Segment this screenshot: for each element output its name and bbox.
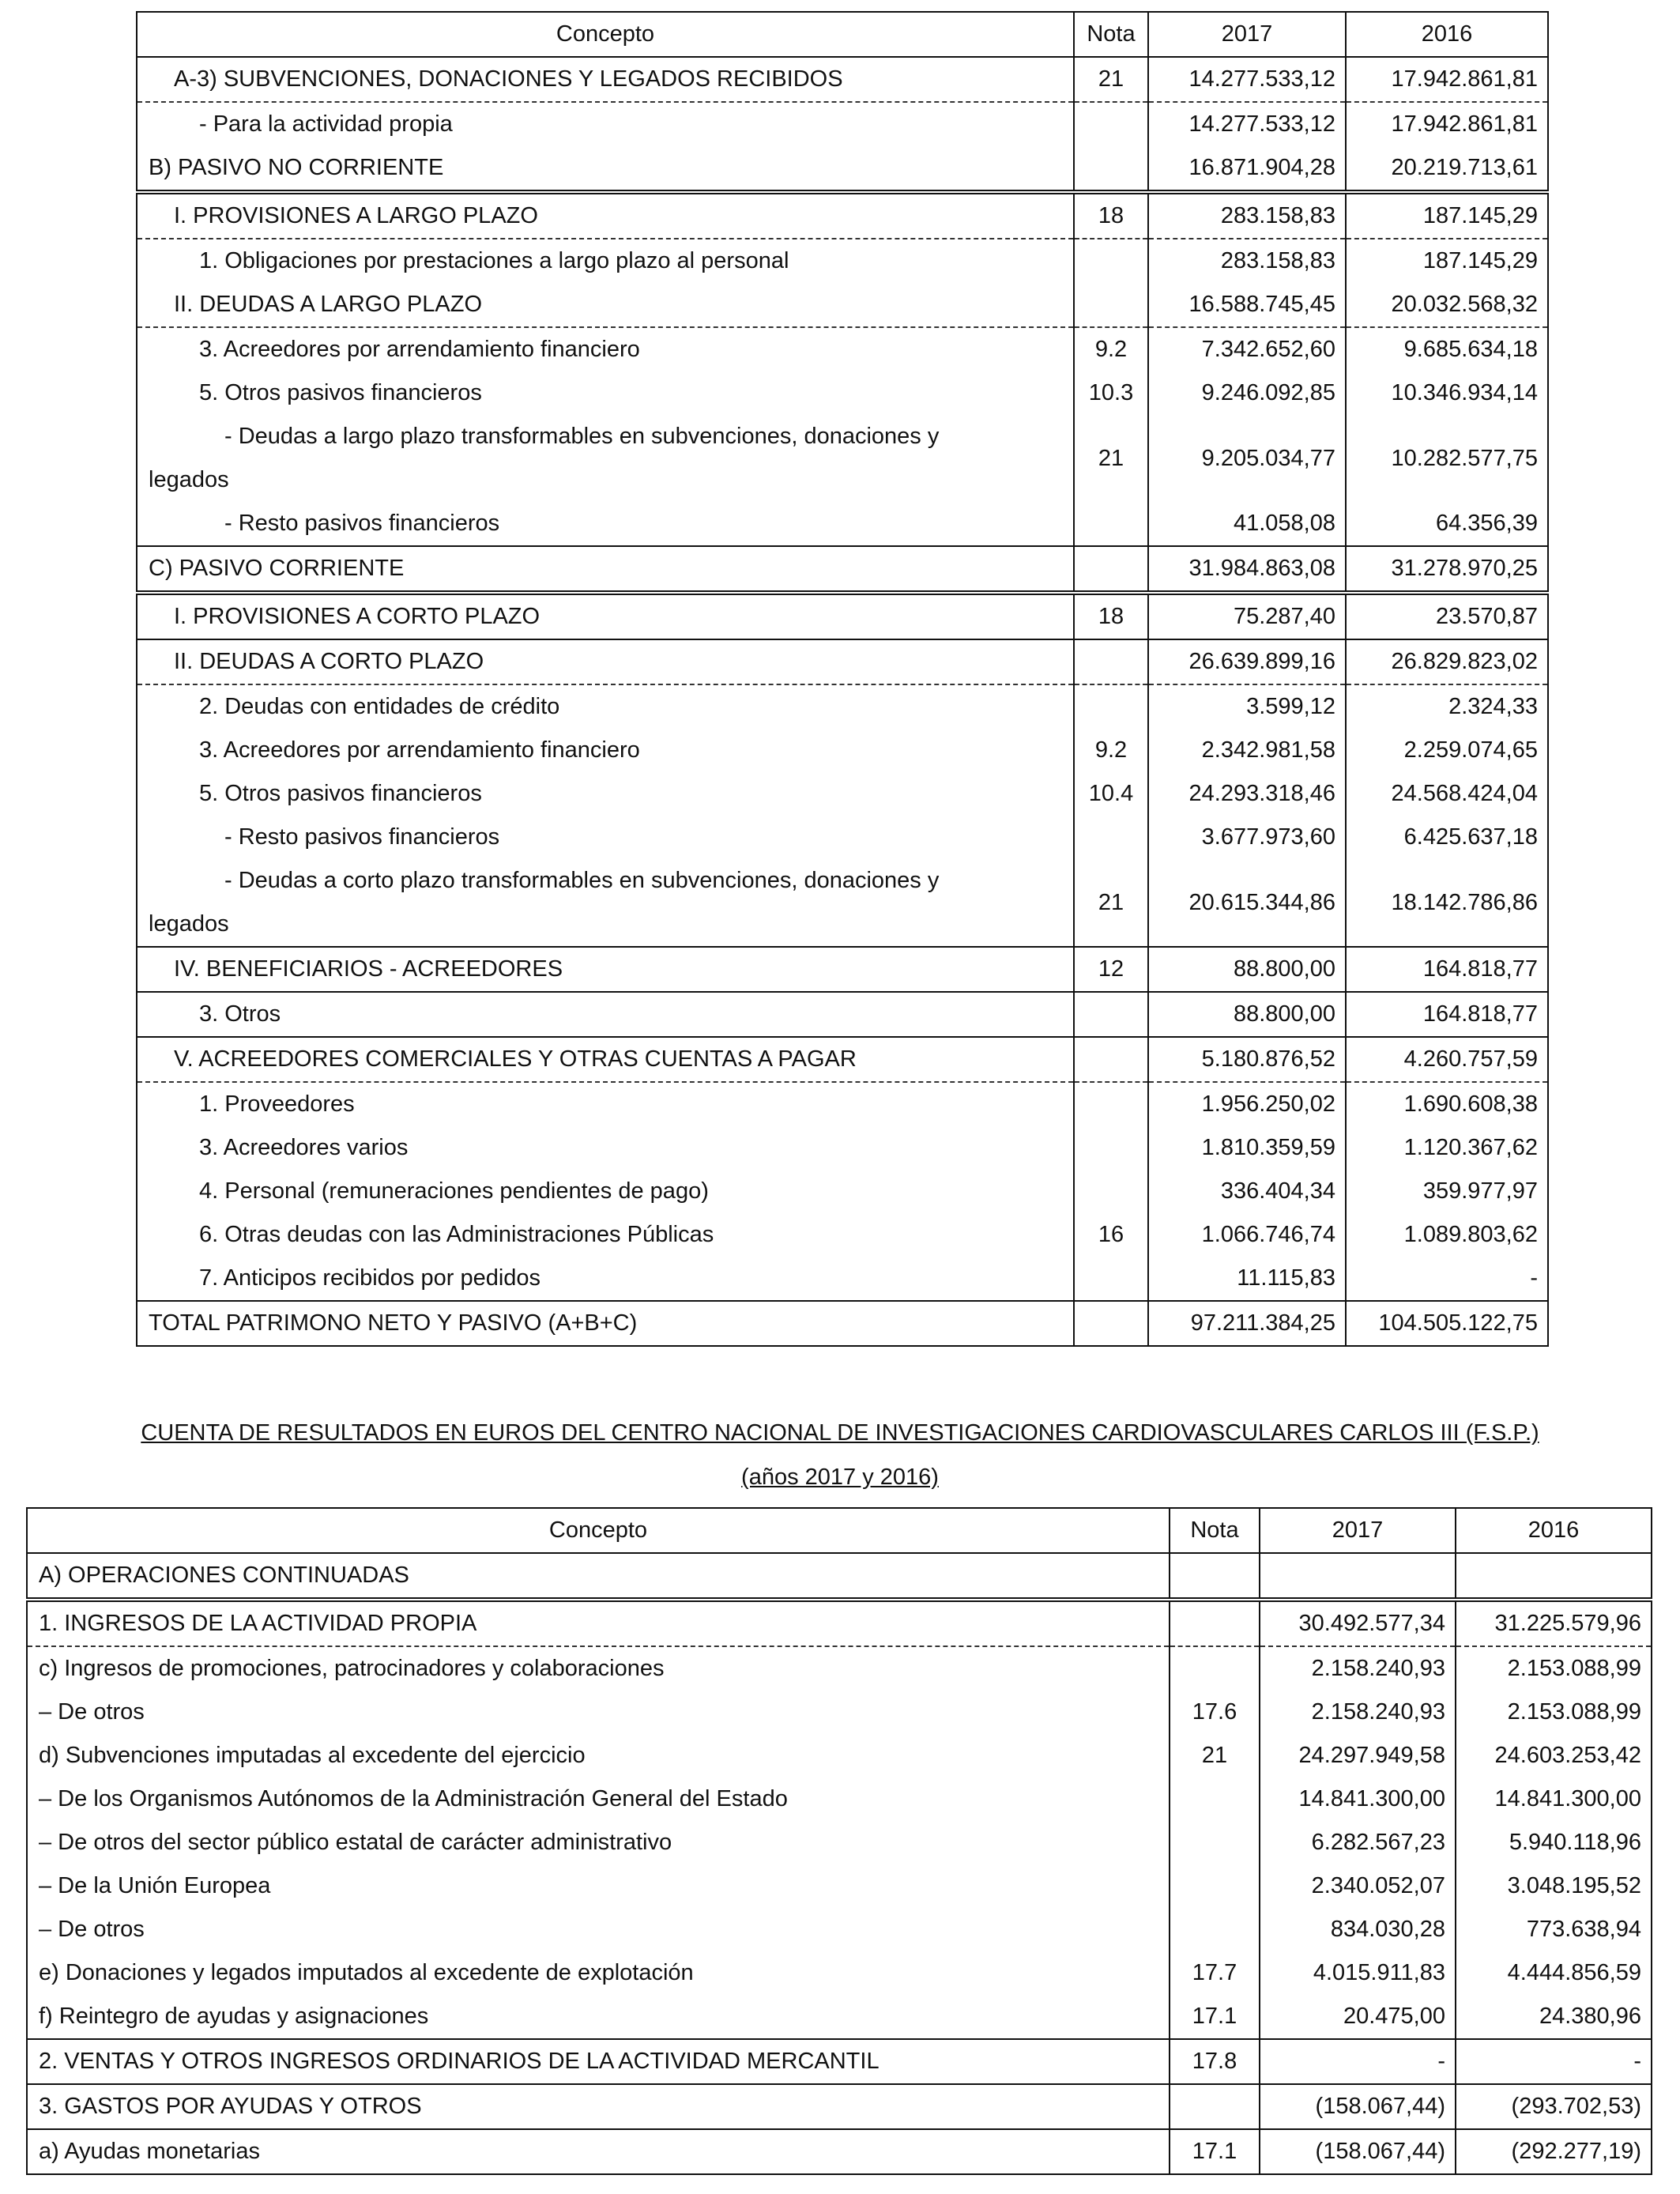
row-concept — [137, 415, 1074, 502]
table-row — [27, 1777, 1652, 1821]
table-row — [137, 859, 1548, 947]
row-2016: 164.818,77 — [1346, 947, 1548, 992]
row-2017: 1.066.746,74 — [1148, 1213, 1346, 1257]
row-2017: 2.158.240,93 — [1260, 1691, 1456, 1734]
row-2016: 17.942.861,81 — [1346, 102, 1548, 146]
row-nota: 18 — [1074, 593, 1148, 639]
row-2017: (158.067,44) — [1260, 2129, 1456, 2174]
row-2016: 2.153.088,99 — [1456, 1691, 1652, 1734]
table-row — [137, 146, 1548, 192]
header-nota: Nota — [1170, 1508, 1260, 1553]
row-nota — [1074, 1170, 1148, 1213]
table-header-row — [27, 1508, 1652, 1553]
row-2017: 14.841.300,00 — [1260, 1777, 1456, 1821]
row-nota — [1170, 1646, 1260, 1691]
row-2016: 5.940.118,96 — [1456, 1821, 1652, 1864]
row-2017: 20.475,00 — [1260, 1995, 1456, 2039]
row-2016 — [1456, 1553, 1652, 1600]
row-2016: 773.638,94 — [1456, 1908, 1652, 1951]
row-nota — [1074, 639, 1148, 684]
row-nota — [1074, 1257, 1148, 1301]
row-2016: 14.841.300,00 — [1456, 1777, 1652, 1821]
table-row — [137, 947, 1548, 992]
table-row — [27, 2129, 1652, 2174]
table-row — [27, 1600, 1652, 1646]
row-2016: 9.685.634,18 — [1346, 327, 1548, 371]
row-concept: d) Subvenciones imputadas al excedente del ejercicio — [27, 1734, 1170, 1777]
row-nota: 17.7 — [1170, 1951, 1260, 1995]
table-row — [27, 2084, 1652, 2129]
row-2016: 1.089.803,62 — [1346, 1213, 1548, 1257]
table-row — [27, 1864, 1652, 1908]
row-nota: 21 — [1074, 859, 1148, 947]
table-row — [137, 729, 1548, 772]
row-nota — [1074, 1301, 1148, 1346]
row-2017: 2.342.981,58 — [1148, 729, 1346, 772]
table-row — [27, 1734, 1652, 1777]
row-2017: 11.115,83 — [1148, 1257, 1346, 1301]
row-2016: 31.225.579,96 — [1456, 1600, 1652, 1646]
table-row — [137, 1257, 1548, 1301]
row-nota — [1170, 1908, 1260, 1951]
row-2017: 9.205.034,77 — [1148, 415, 1346, 502]
row-2016: 10.282.577,75 — [1346, 415, 1548, 502]
row-nota: 16 — [1074, 1213, 1148, 1257]
table-row — [137, 239, 1548, 283]
row-2016: 6.425.637,18 — [1346, 816, 1548, 859]
row-2016: (293.702,53) — [1456, 2084, 1652, 2129]
row-2016: 20.219.713,61 — [1346, 146, 1548, 192]
row-2017: 1.810.359,59 — [1148, 1126, 1346, 1170]
table-row — [137, 992, 1548, 1037]
row-concept-line2: legados — [149, 911, 229, 937]
row-2016: 4.444.856,59 — [1456, 1951, 1652, 1995]
table-row — [137, 371, 1548, 415]
row-2016: - — [1346, 1257, 1548, 1301]
row-2016: 2.259.074,65 — [1346, 729, 1548, 772]
table-row — [137, 1213, 1548, 1257]
table-header-row — [137, 12, 1548, 57]
row-nota — [1170, 1821, 1260, 1864]
row-2016: 2.153.088,99 — [1456, 1646, 1652, 1691]
row-nota — [1074, 992, 1148, 1037]
row-2017: 26.639.899,16 — [1148, 639, 1346, 684]
row-concept: B) PASIVO NO CORRIENTE — [137, 146, 1074, 192]
row-concept: TOTAL PATRIMONO NETO Y PASIVO (A+B+C) — [137, 1301, 1074, 1346]
row-2017: 283.158,83 — [1148, 192, 1346, 239]
results-table — [26, 1507, 1652, 2175]
row-nota: 21 — [1170, 1734, 1260, 1777]
row-2017: 14.277.533,12 — [1148, 102, 1346, 146]
header-2016: 2016 — [1346, 12, 1548, 57]
row-2017: 88.800,00 — [1148, 947, 1346, 992]
header-concepto: Concepto — [137, 12, 1074, 57]
row-2016: 24.380,96 — [1456, 1995, 1652, 2039]
row-2016: (292.277,19) — [1456, 2129, 1652, 2174]
row-2017: 31.984.863,08 — [1148, 546, 1346, 593]
table-row — [137, 327, 1548, 371]
row-2016: 17.942.861,81 — [1346, 57, 1548, 102]
row-concept: a) Ayudas monetarias — [27, 2129, 1170, 2174]
total-row — [137, 1301, 1548, 1346]
row-nota: 9.2 — [1074, 729, 1148, 772]
row-concept: 1. INGRESOS DE LA ACTIVIDAD PROPIA — [27, 1600, 1170, 1646]
row-2016: 24.568.424,04 — [1346, 772, 1548, 816]
row-concept: c) Ingresos de promociones, patrocinadores y colaboraciones — [27, 1646, 1170, 1691]
row-concept: I. PROVISIONES A CORTO PLAZO — [137, 593, 1074, 639]
balance-table — [136, 11, 1549, 1347]
row-2017: 24.293.318,46 — [1148, 772, 1346, 816]
row-concept-line1: - Deudas a largo plazo transformables en subvenciones, donaciones y — [224, 424, 940, 449]
row-nota — [1074, 1126, 1148, 1170]
row-concept: – De la Unión Europea — [27, 1864, 1170, 1908]
table-row — [137, 102, 1548, 146]
header-concepto: Concepto — [27, 1508, 1170, 1553]
table-row — [137, 1037, 1548, 1082]
row-2017: 5.180.876,52 — [1148, 1037, 1346, 1082]
row-2016: 64.356,39 — [1346, 502, 1548, 546]
row-2017: 3.599,12 — [1148, 684, 1346, 729]
row-2016: 31.278.970,25 — [1346, 546, 1548, 593]
row-concept: C) PASIVO CORRIENTE — [137, 546, 1074, 593]
row-2016: - — [1456, 2039, 1652, 2084]
row-2017: 9.246.092,85 — [1148, 371, 1346, 415]
row-nota: 12 — [1074, 947, 1148, 992]
table-row — [137, 772, 1548, 816]
row-concept: - Para la actividad propia — [137, 102, 1074, 146]
row-concept: 1. Obligaciones por prestaciones a largo plazo al personal — [137, 239, 1074, 283]
row-concept-line1: - Deudas a corto plazo transformables en subvenciones, donaciones y — [224, 868, 940, 893]
row-concept: 1. Proveedores — [137, 1082, 1074, 1126]
header-nota: Nota — [1074, 12, 1148, 57]
row-2017: - — [1260, 2039, 1456, 2084]
row-concept-line2: legados — [149, 467, 229, 492]
row-2017: 834.030,28 — [1260, 1908, 1456, 1951]
table-row — [137, 593, 1548, 639]
row-concept: 6. Otras deudas con las Administraciones Públicas — [137, 1213, 1074, 1257]
row-nota — [1074, 546, 1148, 593]
row-2016: 2.324,33 — [1346, 684, 1548, 729]
row-2017 — [1260, 1553, 1456, 1600]
table-row — [27, 1821, 1652, 1864]
table-row — [27, 1691, 1652, 1734]
row-2017: 3.677.973,60 — [1148, 816, 1346, 859]
row-concept: 3. Acreedores por arrendamiento financiero — [137, 327, 1074, 371]
table-row — [137, 1170, 1548, 1213]
table-row — [137, 1126, 1548, 1170]
row-2016: 187.145,29 — [1346, 239, 1548, 283]
row-2017: 2.158.240,93 — [1260, 1646, 1456, 1691]
row-2017: 41.058,08 — [1148, 502, 1346, 546]
row-concept: 5. Otros pasivos financieros — [137, 772, 1074, 816]
row-concept: A-3) SUBVENCIONES, DONACIONES Y LEGADOS RECIBIDOS — [137, 57, 1074, 102]
row-2016: 23.570,87 — [1346, 593, 1548, 639]
row-concept: 3. Acreedores por arrendamiento financiero — [137, 729, 1074, 772]
row-nota — [1170, 2084, 1260, 2129]
table-row — [137, 816, 1548, 859]
row-concept: - Resto pasivos financieros — [137, 816, 1074, 859]
row-2017: 88.800,00 — [1148, 992, 1346, 1037]
row-concept: 7. Anticipos recibidos por pedidos — [137, 1257, 1074, 1301]
row-concept: 3. Otros — [137, 992, 1074, 1037]
row-concept: 3. GASTOS POR AYUDAS Y OTROS — [27, 2084, 1170, 2129]
row-2016: 359.977,97 — [1346, 1170, 1548, 1213]
header-2016: 2016 — [1456, 1508, 1652, 1553]
table-row — [137, 639, 1548, 684]
row-2016: 10.346.934,14 — [1346, 371, 1548, 415]
row-2016: 3.048.195,52 — [1456, 1864, 1652, 1908]
row-nota — [1170, 1864, 1260, 1908]
table-row — [137, 57, 1548, 102]
row-concept: – De otros — [27, 1908, 1170, 1951]
row-2017: 2.340.052,07 — [1260, 1864, 1456, 1908]
row-concept: 5. Otros pasivos financieros — [137, 371, 1074, 415]
row-concept: 2. VENTAS Y OTROS INGRESOS ORDINARIOS DE LA ACTIVIDAD MERCANTIL — [27, 2039, 1170, 2084]
row-concept: I. PROVISIONES A LARGO PLAZO — [137, 192, 1074, 239]
row-nota — [1074, 684, 1148, 729]
row-2017: 24.297.949,58 — [1260, 1734, 1456, 1777]
row-nota — [1170, 1600, 1260, 1646]
row-nota: 18 — [1074, 192, 1148, 239]
row-nota — [1074, 102, 1148, 146]
table-row — [137, 546, 1548, 593]
results-subtitle: (años 2017 y 2016) — [741, 1465, 939, 1490]
row-concept: – De otros del sector público estatal de carácter administrativo — [27, 1821, 1170, 1864]
table-row — [27, 1646, 1652, 1691]
row-concept: – De los Organismos Autónomos de la Administración General del Estado — [27, 1777, 1170, 1821]
row-concept: V. ACREEDORES COMERCIALES Y OTRAS CUENTAS A PAGAR — [137, 1037, 1074, 1082]
row-2016: 1.120.367,62 — [1346, 1126, 1548, 1170]
row-2017: 7.342.652,60 — [1148, 327, 1346, 371]
row-concept: II. DEUDAS A CORTO PLAZO — [137, 639, 1074, 684]
row-2016: 164.818,77 — [1346, 992, 1548, 1037]
row-concept: - Resto pasivos financieros — [137, 502, 1074, 546]
table-row — [27, 1908, 1652, 1951]
row-nota — [1074, 1037, 1148, 1082]
row-nota — [1074, 502, 1148, 546]
table-row — [137, 283, 1548, 327]
table-row — [27, 1553, 1652, 1600]
row-2016: 1.690.608,38 — [1346, 1082, 1548, 1126]
row-nota: 9.2 — [1074, 327, 1148, 371]
table-row — [137, 684, 1548, 729]
row-concept: IV. BENEFICIARIOS - ACREEDORES — [137, 947, 1074, 992]
row-2017: 283.158,83 — [1148, 239, 1346, 283]
row-nota: 17.8 — [1170, 2039, 1260, 2084]
row-2016: 4.260.757,59 — [1346, 1037, 1548, 1082]
table-row — [27, 1995, 1652, 2039]
row-nota — [1074, 1082, 1148, 1126]
row-concept: e) Donaciones y legados imputados al excedente de explotación — [27, 1951, 1170, 1995]
row-2017: 97.211.384,25 — [1148, 1301, 1346, 1346]
row-nota: 10.4 — [1074, 772, 1148, 816]
table-row — [137, 502, 1548, 546]
row-2016: 20.032.568,32 — [1346, 283, 1548, 327]
row-nota — [1074, 239, 1148, 283]
header-2017: 2017 — [1148, 12, 1346, 57]
results-title: CUENTA DE RESULTADOS EN EUROS DEL CENTRO NACIONAL DE INVESTIGACIONES CARDIOVASCULARES CARLOS III (F.S.P.) — [141, 1420, 1539, 1446]
header-2017: 2017 — [1260, 1508, 1456, 1553]
row-nota — [1170, 1553, 1260, 1600]
row-nota — [1074, 283, 1148, 327]
table-row — [27, 1951, 1652, 1995]
row-nota: 17.6 — [1170, 1691, 1260, 1734]
row-concept: 2. Deudas con entidades de crédito — [137, 684, 1074, 729]
row-2017: 16.871.904,28 — [1148, 146, 1346, 192]
row-2016: 26.829.823,02 — [1346, 639, 1548, 684]
row-concept: – De otros — [27, 1691, 1170, 1734]
row-2017: 14.277.533,12 — [1148, 57, 1346, 102]
row-2017: 75.287,40 — [1148, 593, 1346, 639]
row-concept: 4. Personal (remuneraciones pendientes de pago) — [137, 1170, 1074, 1213]
row-2017: 20.615.344,86 — [1148, 859, 1346, 947]
row-concept: f) Reintegro de ayudas y asignaciones — [27, 1995, 1170, 2039]
table-row — [27, 2039, 1652, 2084]
row-2017: 30.492.577,34 — [1260, 1600, 1456, 1646]
row-2017: 6.282.567,23 — [1260, 1821, 1456, 1864]
table-row — [137, 415, 1548, 502]
row-nota: 17.1 — [1170, 2129, 1260, 2174]
row-concept: 3. Acreedores varios — [137, 1126, 1074, 1170]
table-row — [137, 192, 1548, 239]
table-row — [137, 1082, 1548, 1126]
row-concept: II. DEUDAS A LARGO PLAZO — [137, 283, 1074, 327]
row-concept — [137, 859, 1074, 947]
row-concept: A) OPERACIONES CONTINUADAS — [27, 1553, 1170, 1600]
row-2017: 4.015.911,83 — [1260, 1951, 1456, 1995]
row-nota: 17.1 — [1170, 1995, 1260, 2039]
row-2016: 187.145,29 — [1346, 192, 1548, 239]
row-nota: 10.3 — [1074, 371, 1148, 415]
row-2017: 16.588.745,45 — [1148, 283, 1346, 327]
row-2017: 1.956.250,02 — [1148, 1082, 1346, 1126]
row-2016: 104.505.122,75 — [1346, 1301, 1548, 1346]
row-2017: (158.067,44) — [1260, 2084, 1456, 2129]
row-nota — [1074, 146, 1148, 192]
row-nota: 21 — [1074, 57, 1148, 102]
row-nota — [1170, 1777, 1260, 1821]
row-2016: 24.603.253,42 — [1456, 1734, 1652, 1777]
row-2016: 18.142.786,86 — [1346, 859, 1548, 947]
row-nota: 21 — [1074, 415, 1148, 502]
row-2017: 336.404,34 — [1148, 1170, 1346, 1213]
row-nota — [1074, 816, 1148, 859]
